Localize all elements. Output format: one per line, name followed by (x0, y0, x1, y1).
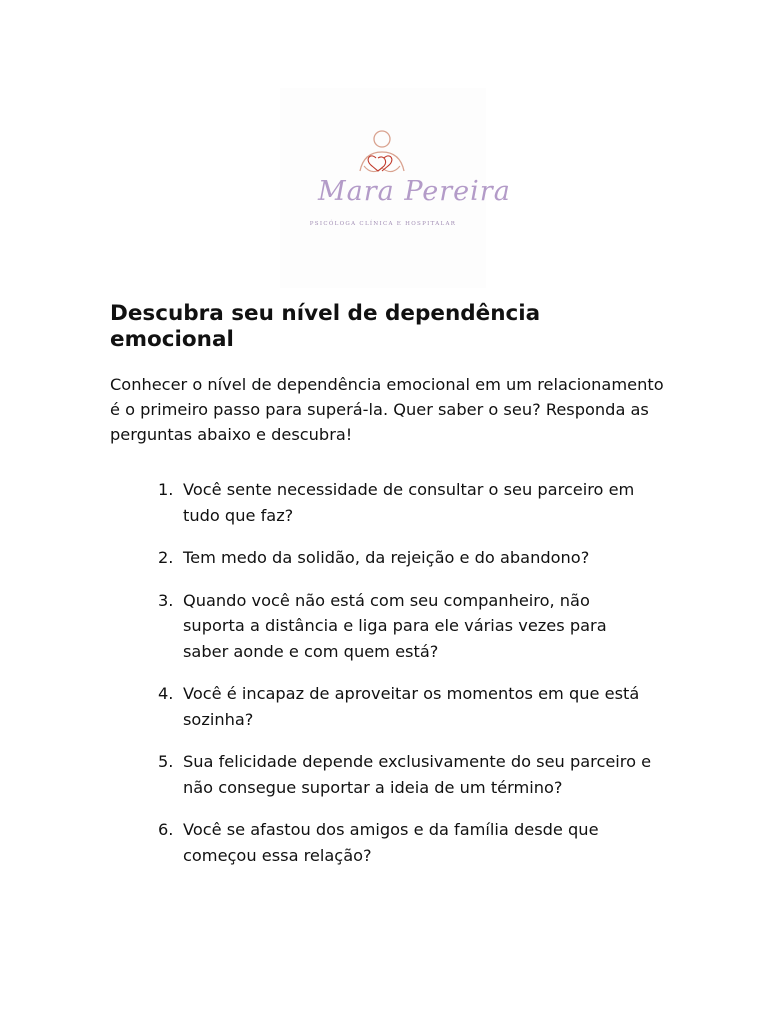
question-item (0, 477, 768, 528)
question-text: Quando você não está com seu companheiro, não suporta a distância e liga para ele várias vezes para saber aonde e com quem está? (183, 590, 607, 661)
question-number: 1. (158, 480, 174, 499)
question-text: Você se afastou dos amigos e da família desde que começou essa relação? (183, 820, 599, 865)
question-item (0, 545, 768, 571)
question-item (0, 817, 768, 868)
question-number: 5. (158, 752, 174, 771)
question-number: 6. (158, 820, 174, 839)
logo-subtitle: PSICÓLOGA CLÍNICA E HOSPITALAR (309, 221, 457, 227)
question-item (0, 681, 768, 732)
logo-wordmark: Mara Pereira (318, 176, 511, 207)
question-item (0, 588, 768, 665)
question-number: 2. (158, 548, 174, 567)
question-number: 3. (158, 590, 174, 610)
question-text: Você é incapaz de aproveitar os momentos em que está sozinha? (183, 684, 640, 729)
question-text: Você sente necessidade de consultar o seu parceiro em tudo que faz? (183, 480, 635, 525)
logo (280, 88, 511, 288)
question-text: Tem medo da solidão, da rejeição e do abandono? (183, 548, 590, 567)
document-title: Descubra seu nível de dependência emocional (110, 301, 541, 352)
question-number: 4. (158, 684, 174, 703)
question-item (0, 749, 768, 800)
intro-paragraph: Conhecer o nível de dependência emocional em um relacionamento é o primeiro passo para superá-la. Quer saber o seu? Responda as perguntas abaixo e descubra! (110, 375, 664, 444)
question-list (0, 477, 768, 885)
question-text: Sua felicidade depende exclusivamente do seu parceiro e não consegue suportar a ideia de um término? (183, 752, 652, 797)
